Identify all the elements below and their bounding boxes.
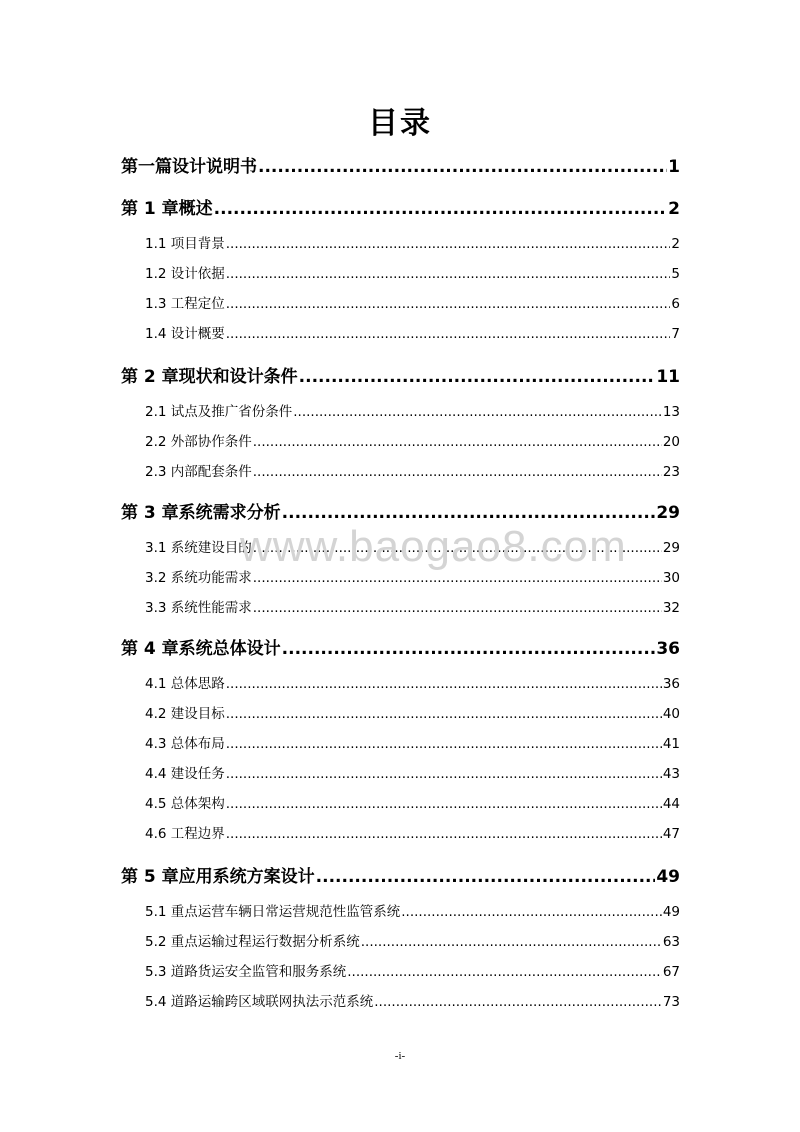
dot-leader xyxy=(258,157,667,177)
toc-entry-title: 2.1 试点及推广省份条件 xyxy=(145,404,293,420)
toc-entry-page-number: 23 xyxy=(662,464,680,480)
toc-entry-page-number: 11 xyxy=(656,367,680,387)
toc-section-entry[interactable] xyxy=(145,430,680,450)
toc-entry-page-number: 47 xyxy=(662,826,680,842)
toc-entry-page-number: 6 xyxy=(671,296,680,312)
dot-leader xyxy=(226,266,671,282)
toc-section-entry[interactable] xyxy=(145,702,680,722)
toc-section-entry[interactable] xyxy=(145,990,680,1010)
toc-entry-page-number: 29 xyxy=(662,540,680,556)
dot-leader xyxy=(226,736,662,752)
dot-leader xyxy=(282,503,656,523)
toc-entry-title: 3.1 系统建设目的 xyxy=(145,540,252,556)
toc-chapter-entry[interactable] xyxy=(121,362,680,386)
toc-entry-title: 第 1 章概述 xyxy=(121,199,213,219)
toc-entry-page-number: 7 xyxy=(671,326,680,342)
dot-leader xyxy=(253,464,662,480)
dot-leader xyxy=(253,600,662,616)
toc-section-entry[interactable] xyxy=(145,960,680,980)
toc-section-entry[interactable] xyxy=(145,900,680,920)
dot-leader xyxy=(214,199,667,219)
toc-section-entry[interactable] xyxy=(145,400,680,420)
dot-leader xyxy=(299,367,656,387)
watermark: www.baogao8.com xyxy=(240,522,627,571)
dot-leader xyxy=(226,826,662,842)
toc-entry-title: 第 3 章系统需求分析 xyxy=(121,503,281,523)
toc-entry-page-number: 73 xyxy=(662,994,680,1010)
dot-leader xyxy=(293,404,662,420)
toc-section-entry[interactable] xyxy=(145,322,680,342)
toc-entry-page-number: 44 xyxy=(662,796,680,812)
toc-entry-title: 4.2 建设目标 xyxy=(145,706,225,722)
dot-leader xyxy=(226,676,662,692)
toc-entry-page-number: 49 xyxy=(662,904,680,920)
dot-leader xyxy=(226,296,671,312)
toc-entry-title: 4.4 建设任务 xyxy=(145,766,225,782)
dot-leader xyxy=(226,796,662,812)
toc-section-entry[interactable] xyxy=(145,822,680,842)
toc-entry-title: 2.2 外部协作条件 xyxy=(145,434,252,450)
toc-section-entry[interactable] xyxy=(145,762,680,782)
toc-section-entry[interactable] xyxy=(145,566,680,586)
toc-chapter-entry[interactable] xyxy=(121,498,680,522)
toc-section-entry[interactable] xyxy=(145,732,680,752)
toc-chapter-entry[interactable] xyxy=(121,862,680,886)
toc-entry-title: 第 2 章现状和设计条件 xyxy=(121,367,298,387)
toc-section-entry[interactable] xyxy=(145,460,680,480)
dot-leader xyxy=(347,964,662,980)
dot-leader xyxy=(226,236,671,252)
toc-entry-page-number: 49 xyxy=(656,867,680,887)
toc-section-entry[interactable] xyxy=(145,930,680,950)
dot-leader xyxy=(253,540,662,556)
toc-entry-title: 3.2 系统功能需求 xyxy=(145,570,252,586)
toc-entry-page-number: 29 xyxy=(656,503,680,523)
toc-entry-title: 4.3 总体布局 xyxy=(145,736,225,752)
dot-leader xyxy=(401,904,662,920)
toc-entry-page-number: 2 xyxy=(668,199,680,219)
toc-entry-title: 第 4 章系统总体设计 xyxy=(121,639,281,659)
toc-entry-page-number: 36 xyxy=(656,639,680,659)
toc-entry-title: 4.6 工程边界 xyxy=(145,826,225,842)
toc-section-entry[interactable] xyxy=(145,596,680,616)
dot-leader xyxy=(361,934,662,950)
toc-chapter-entry[interactable] xyxy=(121,634,680,658)
toc-section-entry[interactable] xyxy=(145,536,680,556)
toc-entry-title: 4.5 总体架构 xyxy=(145,796,225,812)
dot-leader xyxy=(316,867,656,887)
toc-entry-title: 5.2 重点运输过程运行数据分析系统 xyxy=(145,934,360,950)
dot-leader xyxy=(282,639,656,659)
toc-chapter-entry[interactable] xyxy=(121,194,680,218)
toc-entry-title: 第一篇设计说明书 xyxy=(121,157,257,177)
toc-entry-page-number: 41 xyxy=(662,736,680,752)
toc-entry-page-number: 2 xyxy=(671,236,680,252)
toc-entry-title: 1.4 设计概要 xyxy=(145,326,225,342)
toc-entry-page-number: 1 xyxy=(668,157,680,177)
toc-entry-page-number: 5 xyxy=(671,266,680,282)
dot-leader xyxy=(374,994,662,1010)
toc-section-entry[interactable] xyxy=(145,672,680,692)
toc-entry-title: 2.3 内部配套条件 xyxy=(145,464,252,480)
toc-entry-page-number: 32 xyxy=(662,600,680,616)
toc-entry-title: 5.1 重点运营车辆日常运营规范性监管系统 xyxy=(145,904,401,920)
toc-entry-page-number: 40 xyxy=(662,706,680,722)
dot-leader xyxy=(253,434,662,450)
toc-title: 目录 xyxy=(368,106,432,141)
toc-section-entry[interactable] xyxy=(145,232,680,252)
toc-chapter-entry[interactable] xyxy=(121,152,680,176)
toc-entry-title: 1.3 工程定位 xyxy=(145,296,225,312)
toc-entry-title: 5.4 道路运输跨区域联网执法示范系统 xyxy=(145,994,374,1010)
toc-entry-page-number: 43 xyxy=(662,766,680,782)
dot-leader xyxy=(226,706,662,722)
toc-entry-page-number: 36 xyxy=(662,676,680,692)
toc-entry-page-number: 20 xyxy=(662,434,680,450)
dot-leader xyxy=(226,326,671,342)
toc-entry-title: 1.2 设计依据 xyxy=(145,266,225,282)
toc-entry-page-number: 13 xyxy=(662,404,680,420)
dot-leader xyxy=(226,766,662,782)
toc-entry-page-number: 63 xyxy=(662,934,680,950)
toc-section-entry[interactable] xyxy=(145,292,680,312)
toc-entry-title: 第 5 章应用系统方案设计 xyxy=(121,867,315,887)
page-footer: -i- xyxy=(394,1050,406,1062)
toc-entry-page-number: 30 xyxy=(662,570,680,586)
toc-entry-title: 5.3 道路货运安全监管和服务系统 xyxy=(145,964,347,980)
toc-entry-title: 3.3 系统性能需求 xyxy=(145,600,252,616)
toc-section-entry[interactable] xyxy=(145,262,680,282)
toc-entry-page-number: 67 xyxy=(662,964,680,980)
dot-leader xyxy=(253,570,662,586)
toc-entry-title: 4.1 总体思路 xyxy=(145,676,225,692)
toc-section-entry[interactable] xyxy=(145,792,680,812)
toc-entry-title: 1.1 项目背景 xyxy=(145,236,225,252)
